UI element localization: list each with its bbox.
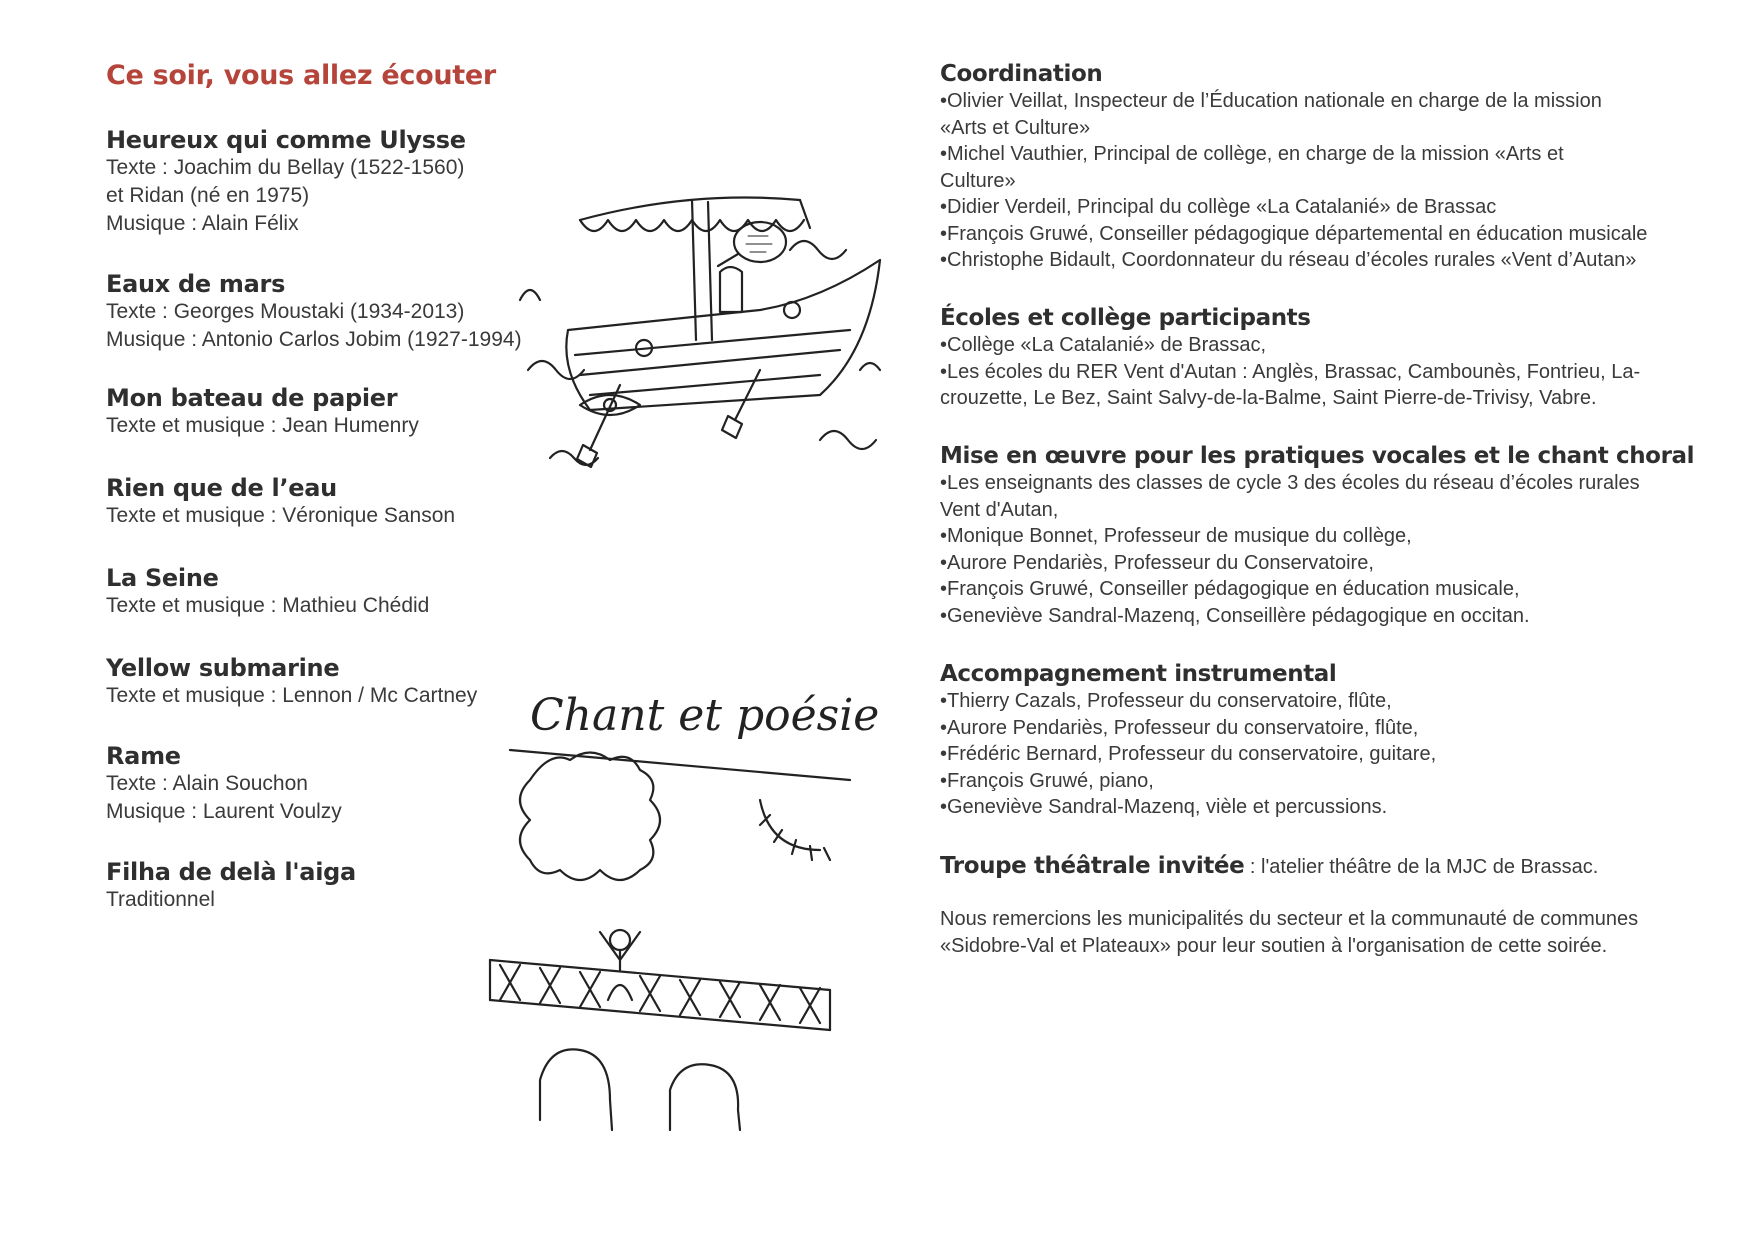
text-line: •Michel Vauthier, Principal de collège, en charge de la mission «Arts et: [940, 143, 1564, 165]
section-accompagnement: [940, 660, 1436, 821]
song-line: Texte et musique : Mathieu Chédid: [106, 594, 430, 617]
song-la-seine: [106, 564, 429, 620]
text-line: •François Gruwé, Conseiller pédagogique départemental en éducation musicale: [940, 222, 1648, 245]
song-line: Texte : Alain Souchon: [106, 772, 308, 795]
song-line: Texte et musique : Véronique Sanson: [106, 504, 456, 527]
song-title: La Seine: [106, 564, 219, 592]
text-line: «Sidobre-Val et Plateaux» pour leur soutien à l'organisation de cette soirée.: [940, 934, 1608, 957]
song-line: et Ridan (né en 1975): [106, 184, 310, 207]
section-title: Mise en œuvre pour les pratiques vocales et le chant choral: [940, 443, 1695, 469]
troupe-text: : l'atelier théâtre de la MJC de Brassac.: [1244, 856, 1599, 878]
section-mise-en-oeuvre: [940, 442, 1694, 629]
text-line: •Monique Bonnet, Professeur de musique du collège,: [940, 525, 1412, 547]
song-title: Eaux de mars: [106, 270, 286, 298]
song-rame: [106, 742, 342, 826]
section-coordination: [940, 60, 1647, 274]
song-title: Yellow submarine: [106, 654, 340, 682]
song-rien-que-de-leau: [106, 474, 455, 530]
drawing-caption: Chant et poésie: [530, 690, 880, 741]
song-mon-bateau: [106, 384, 419, 440]
text-line: crouzette, Le Bez, Saint Salvy-de-la-Balme, Saint Pierre-de-Trivisy, Vabre.: [940, 387, 1597, 409]
section-troupe: [940, 852, 1598, 881]
section-ecoles: [940, 304, 1640, 412]
song-line: Texte : Joachim du Bellay (1522-1560): [106, 156, 465, 179]
text-line: Nous remercions les municipalités du secteur et la communauté de communes: [940, 908, 1639, 930]
boat-drawing: [520, 180, 900, 480]
song-title: Rame: [106, 742, 181, 770]
song-title: Rien que de l’eau: [106, 474, 337, 502]
text-line: •Collège «La Catalanié» de Brassac,: [940, 334, 1267, 356]
section-thanks: [940, 906, 1638, 959]
text-line: •François Gruwé, piano,: [940, 769, 1154, 792]
text-line: •Christophe Bidault, Coordonnateur du réseau d’écoles rurales «Vent d’Autan»: [940, 249, 1637, 271]
song-line: Traditionnel: [106, 888, 215, 911]
song-title: Filha de delà l'aiga: [106, 858, 356, 886]
text-line: •Geneviève Sandral-Mazenq, Conseillère pédagogique en occitan.: [940, 604, 1530, 627]
text-line: •Les enseignants des classes de cycle 3 des écoles du réseau d’écoles rurales: [940, 472, 1640, 494]
song-line: Texte et musique : Jean Humenry: [106, 414, 419, 437]
text-line: Vent d'Autan,: [940, 498, 1059, 521]
text-line: «Arts et Culture»: [940, 116, 1091, 139]
song-line: Texte : Georges Moustaki (1934-2013): [106, 300, 465, 323]
section-title: Troupe théâtrale invitée: [940, 853, 1245, 879]
song-line: Musique : Laurent Voulzy: [106, 800, 342, 823]
song-title: Mon bateau de papier: [106, 384, 398, 412]
text-line: •Aurore Pendariès, Professeur du conservatoire, flûte,: [940, 716, 1419, 739]
section-title: Écoles et collège participants: [940, 305, 1311, 331]
song-filha-de-dela: [106, 858, 356, 914]
song-yellow-submarine: [106, 654, 477, 710]
song-line: Musique : Antonio Carlos Jobim (1927-1994): [106, 328, 522, 351]
section-title: Accompagnement instrumental: [940, 661, 1337, 687]
text-line: •Les écoles du RER Vent d'Autan : Anglès, Brassac, Cambounès, Fontrieu, La-: [940, 360, 1641, 383]
song-heureux: [106, 126, 466, 238]
song-line: Texte et musique : Lennon / Mc Cartney: [106, 684, 478, 707]
text-line: •Aurore Pendariès, Professeur du Conservatoire,: [940, 551, 1374, 574]
text-line: Culture»: [940, 169, 1016, 192]
song-title: Heureux qui comme Ulysse: [106, 126, 466, 154]
text-line: •Frédéric Bernard, Professeur du conservatoire, guitare,: [940, 743, 1437, 765]
text-line: •Geneviève Sandral-Mazenq, vièle et percussions.: [940, 796, 1388, 818]
text-line: •François Gruwé, Conseiller pédagogique en éducation musicale,: [940, 578, 1520, 600]
text-line: •Thierry Cazals, Professeur du conservatoire, flûte,: [940, 690, 1392, 712]
song-eaux-de-mars: [106, 270, 522, 354]
text-line: •Didier Verdeil, Principal du collège «La Catalanié» de Brassac: [940, 196, 1497, 218]
text-line: •Olivier Veillat, Inspecteur de l’Éducation nationale en charge de la mission: [940, 90, 1602, 112]
page-title: Ce soir, vous allez écouter: [106, 60, 496, 91]
song-line: Musique : Alain Félix: [106, 212, 299, 235]
bridge-drawing: [490, 660, 880, 1130]
section-title: Coordination: [940, 61, 1103, 87]
